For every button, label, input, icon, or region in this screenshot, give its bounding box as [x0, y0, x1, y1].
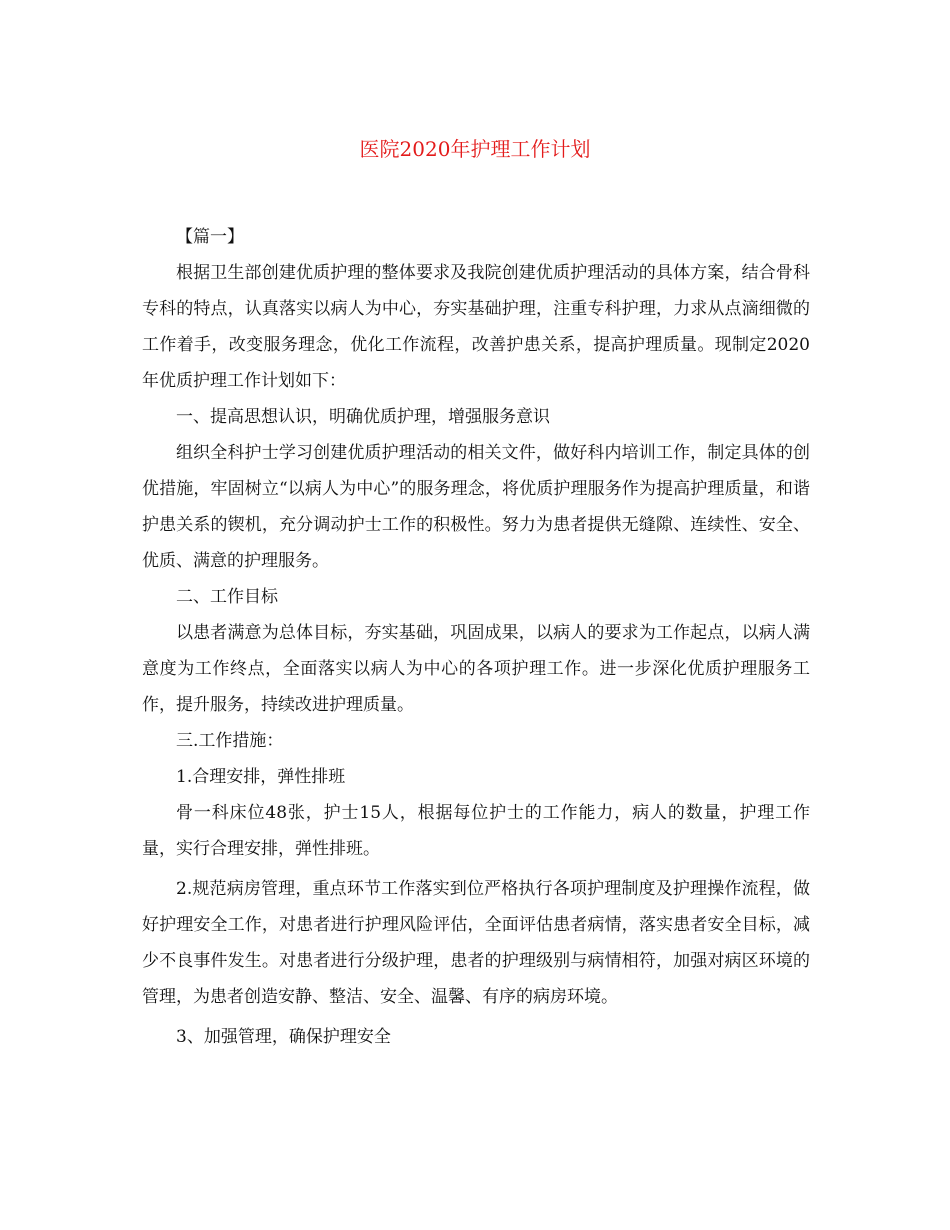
subsection-heading: 1.合理安排，弹性排班: [176, 767, 346, 787]
document-body: [142, 219, 810, 1055]
paragraph: 2.规范病房管理，重点环节工作落实到位严格执行各项护理制度及护理操作流程，做好护理安全工作，对患者进行护理风险评估，全面评估患者病情，落实患者安全目标，减少不良事件发生。对患者进行分级护理，患者的护理级别与病情相符，加强对病区环境的管理，为患者创造安静、整洁、安全、温馨、有序的病房环境。: [142, 879, 810, 1007]
document-title: 医院2020年护理工作计划: [359, 137, 591, 161]
subsection-heading: 3、加强管理，确保护理安全: [176, 1027, 391, 1047]
section-heading: 一、提高思想认识，明确优质护理，增强服务意识: [176, 407, 550, 427]
section-heading: 【篇一】: [176, 227, 244, 247]
paragraph: 组织全科护士学习创建优质护理活动的相关文件，做好科内培训工作，制定具体的创优措施，牢固树立“以病人为中心”的服务理念，将优质护理服务作为提高护理质量，和谐护患关系的锲机，充分调动护士工作的积极性。努力为患者提供无缝隙、连续性、安全、优质、满意的护理服务。: [142, 443, 810, 571]
section-heading: 三.工作措施：: [176, 731, 284, 751]
paragraph: 以患者满意为总体目标，夯实基础，巩固成果，以病人的要求为工作起点，以病人满意度为工作终点，全面落实以病人为中心的各项护理工作。进一步深化优质护理服务工作，提升服务，持续改进护理质量。: [142, 623, 810, 715]
paragraph: 根据卫生部创建优质护理的整体要求及我院创建优质护理活动的具体方案，结合骨科专科的特点，认真落实以病人为中心，夯实基础护理，注重专科护理，力求从点滴细微的工作着手，改变服务理念，优化工作流程，改善护患关系，提高护理质量。现制定2020年优质护理工作计划如下：: [142, 263, 810, 391]
section-heading: 二、工作目标: [176, 587, 278, 607]
paragraph: 骨一科床位48张，护士15人，根据每位护士的工作能力，病人的数量，护理工作量，实行合理安排，弹性排班。: [142, 803, 810, 859]
